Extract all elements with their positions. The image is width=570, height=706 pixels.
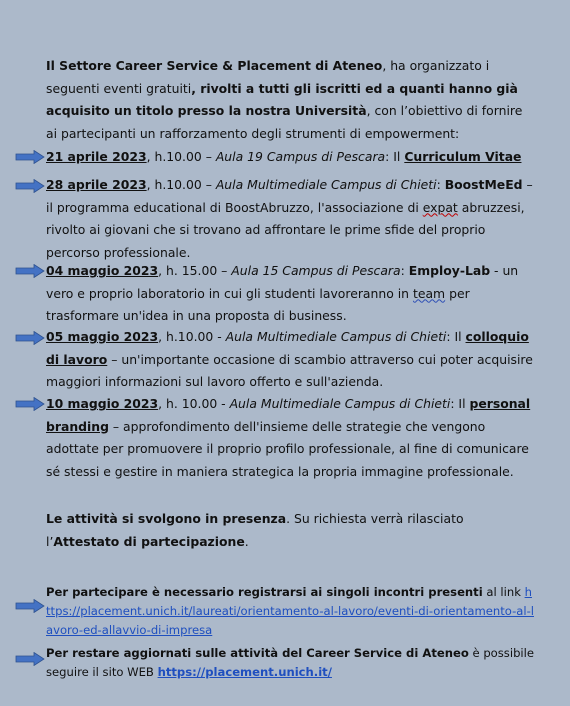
updates-link-prefix: è possibile seguire il sito WEB: [46, 646, 535, 679]
event-time: , h.10.00 –: [146, 177, 216, 192]
event-item-1: [46, 146, 536, 169]
arrow-right-icon: [15, 150, 45, 164]
event-place: Aula Multimediale Campus di Chieti: [215, 177, 437, 192]
event-item-3: [46, 260, 536, 328]
arrow-right-icon: [15, 264, 45, 278]
event-title: colloquio di lavoro: [46, 329, 529, 367]
updates-paragraph: [46, 644, 536, 682]
event-date: 04 maggio 2023: [46, 263, 159, 278]
event-date: 21 aprile 2023: [46, 149, 147, 164]
event-item-5: [46, 393, 536, 483]
register-link-prefix: al link: [482, 585, 525, 599]
event-place: Aula 19 Campus di Pescara: [215, 149, 386, 164]
intro-organizer: Il Settore Career Service & Placement di Ateneo: [46, 58, 383, 73]
arrow-right-icon: [15, 599, 45, 613]
event-item-2: [46, 174, 536, 264]
event-date: 28 aprile 2023: [46, 177, 147, 192]
event-desc-3: abruzzesi, rivolto ai giovani che si trovano ad affrontare le prime sfide del proprio percorso professionale.: [46, 199, 525, 260]
event-place: Aula Multimediale Campus di Chieti: [229, 396, 451, 411]
event-time: , h. 15.00 –: [158, 263, 232, 278]
event-time: , h.10.00 –: [146, 149, 216, 164]
event-desc: - un vero e proprio laboratorio in cui gli studenti lavoreranno in: [46, 263, 519, 301]
intro-text-2: , con l’obiettivo di fornire ai partecipanti un rafforzamento degli strumenti di empowerment:: [46, 103, 523, 141]
registration-link[interactable]: https://placement.unich.it/laureati/orientamento-al-lavoro/eventi-di-orientamento-al-lavoro-ed-allavvio-di-impresa: [46, 585, 534, 637]
arrow-right-icon: [15, 331, 45, 345]
event-sep: : Il: [385, 149, 405, 164]
intro-paragraph: [46, 55, 536, 145]
event-time: , h. 10.00 -: [158, 396, 230, 411]
spellcheck-word: team: [412, 285, 446, 301]
event-sep: :: [436, 177, 445, 192]
event-time: , h.10.00 -: [158, 329, 226, 344]
note-certificate: Attestato di partecipazione: [53, 533, 245, 549]
event-sep: : Il: [446, 329, 466, 344]
event-desc: – un'importante occasione di scambio attraverso cui poter acquisire maggiori informazioni sul lavoro offerto e sull'azienda.: [46, 351, 533, 389]
register-text: Per partecipare è necessario registrarsi ai singoli incontri presenti: [46, 585, 483, 599]
placement-site-link[interactable]: https://placement.unich.it/: [157, 665, 332, 679]
event-date: 05 maggio 2023: [46, 329, 159, 344]
event-title: Curriculum Vitae: [404, 149, 522, 164]
arrow-right-icon: [15, 397, 45, 411]
event-desc-2: , l'associazione di: [309, 199, 423, 215]
arrow-right-icon: [15, 179, 45, 193]
intro-audience: , rivolti a tutti gli iscritti ed a quanti hanno già acquisito un titolo presso la nostra Università: [46, 80, 518, 118]
event-date: 10 maggio 2023: [46, 396, 159, 411]
event-title: Employ-Lab: [408, 263, 491, 278]
event-item-4: [46, 326, 536, 394]
note-text: . Su richiesta verrà rilasciato l’: [46, 511, 464, 549]
arrow-right-icon: [15, 652, 45, 666]
event-sep: : Il: [450, 396, 470, 411]
intro-text-1: , ha organizzato i seguenti eventi gratuiti: [46, 58, 490, 96]
event-sep: :: [400, 263, 409, 278]
event-title: personal branding: [46, 396, 531, 434]
spellcheck-word: expat: [422, 199, 458, 215]
updates-text: Per restare aggiornati sulle attività del Career Service di Ateneo: [46, 646, 469, 660]
event-title: BoostMeEd: [444, 177, 523, 192]
registration-paragraph: [46, 583, 536, 640]
event-desc: – il programma educational di BoostAbruzzo: [46, 177, 533, 215]
event-desc: – approfondimento dell'insieme delle strategie che vengono adottate per promuovere il proprio profilo professionale, al fine di comunicare sé stessi e gestire in maniera strategica la propria immagine professionale.: [46, 418, 529, 479]
note-end: .: [244, 533, 249, 549]
attendance-note: [46, 508, 536, 553]
event-place: Aula Multimediale Campus di Chieti: [225, 329, 447, 344]
note-presence: Le attività si svolgono in presenza: [46, 511, 287, 526]
event-desc-2: per trasformare un'idea in una proposta di business.: [46, 285, 470, 323]
event-place: Aula 15 Campus di Pescara: [231, 263, 401, 278]
